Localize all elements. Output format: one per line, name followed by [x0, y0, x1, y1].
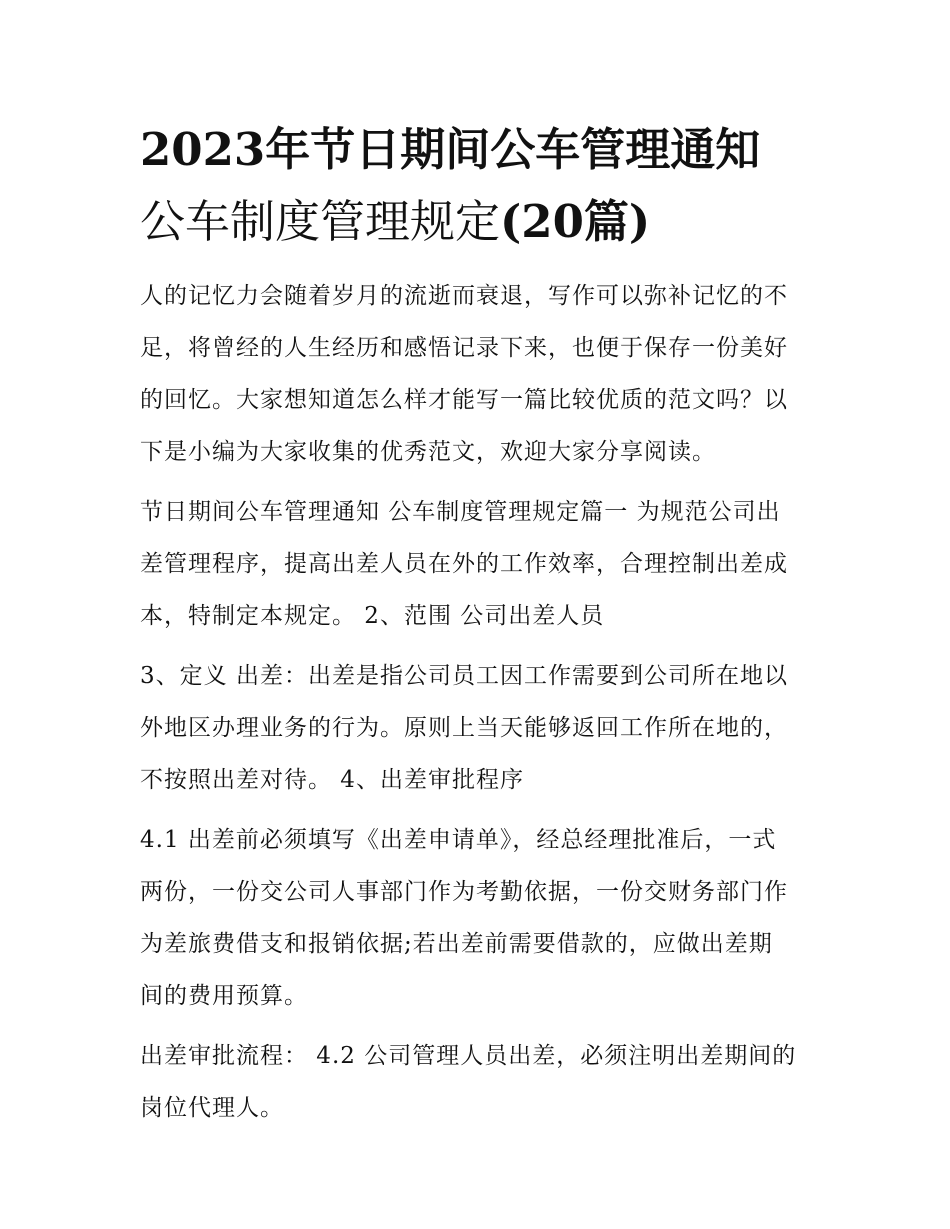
paragraph-line: 4.1 出差前必须填写《出差申请单》，经总经理批准后，一式 [140, 827, 777, 853]
paragraph-line: 不按照出差对待。 4、出差审批程序 [140, 767, 524, 793]
paragraph-line: 下是小编为大家收集的优秀范文，欢迎大家分享阅读。 [140, 439, 716, 465]
paragraph-line: 外地区办理业务的行为。原则上当天能够返回工作所在地的， [140, 715, 788, 741]
paragraph-line: 节日期间公车管理通知 公车制度管理规定篇一 为规范公司出 [140, 499, 781, 525]
paragraph-line: 足，将曾经的人生经历和感悟记录下来，也便于保存一份美好 [140, 335, 788, 361]
paragraph-line: 3、定义 出差：出差是指公司员工因工作需要到公司所在地以 [140, 663, 788, 689]
paragraph-line: 出差审批流程： 4.2 公司管理人员出差，必须注明出差期间的 [140, 1043, 797, 1069]
paragraph-section-1 [140, 486, 812, 642]
title-line-2 [140, 186, 812, 258]
paragraph-line: 两份，一份交公司人事部门作为考勤依据，一份交财务部门作 [140, 879, 788, 905]
paragraph-line: 为差旅费借支和报销依据;若出差前需要借款的，应做出差期 [140, 931, 773, 957]
paragraph-line: 人的记忆力会随着岁月的流逝而衰退，写作可以弥补记忆的不 [140, 283, 788, 309]
paragraph-line: 差管理程序，提高出差人员在外的工作效率，合理控制出差成 [140, 551, 788, 577]
paragraph-line: 本，特制定本规定。 2、范围 公司出差人员 [140, 603, 605, 629]
document-title [140, 114, 812, 258]
title-line-2-main: 公车制度管理规定 [140, 195, 501, 248]
document-body [140, 114, 812, 1134]
paragraph-section-4-2 [140, 1030, 812, 1134]
paragraph-section-3 [140, 650, 812, 806]
title-line-1: 2023年节日期间公车管理通知 [140, 123, 761, 176]
paragraph-line: 岗位代理人。 [140, 1095, 284, 1121]
paragraph-section-4-1 [140, 814, 812, 1022]
title-line-2-count: (20篇) [500, 195, 651, 248]
paragraph-line: 的回忆。大家想知道怎么样才能写一篇比较优质的范文吗？以 [140, 387, 788, 413]
paragraph-line: 间的费用预算。 [140, 983, 308, 1009]
paragraph-intro [140, 270, 812, 478]
